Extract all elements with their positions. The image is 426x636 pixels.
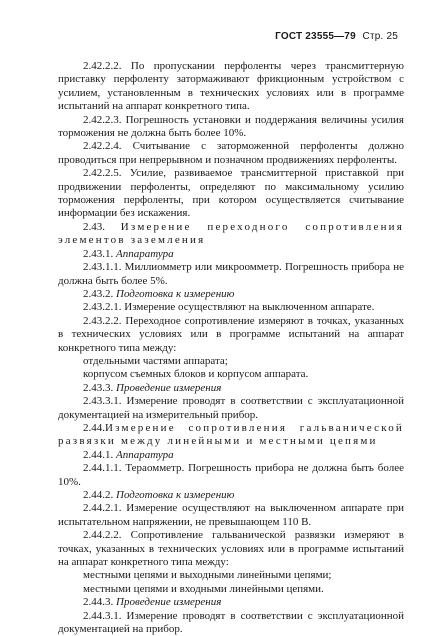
paragraph: 2.44.2.2. Сопротивление гальванической развязки измеряют в точках, указанных в технических условиях или в программе испытаний на аппарат конкретного типа между: bbox=[58, 529, 404, 569]
subsection-heading bbox=[58, 449, 404, 462]
paragraph: 2.42.2.3. Погрешность установки и поддержания величины усилия торможения не должна быть более 10%. bbox=[58, 113, 404, 140]
document-body bbox=[58, 60, 404, 636]
subsection-title: Аппаратура bbox=[116, 247, 174, 260]
subsection-title: Подготовка к измерению bbox=[116, 489, 235, 501]
paragraph: 2.42.2.5. Усилие, развиваемое трансмиттерной приставкой при продвижении перфоленты, определяют по максимальному усилию торможения перфоленты, при котором осуществляется считывание информации без искажения. bbox=[58, 167, 404, 220]
subsection-number: 2.44.1. bbox=[83, 448, 114, 461]
section-heading bbox=[58, 422, 404, 449]
subsection-number: 2.43.3. bbox=[83, 381, 114, 394]
subsection-number: 2.44.2. bbox=[83, 489, 114, 501]
page-header bbox=[275, 31, 398, 42]
paragraph: 2.42.2.2. По пропускании перфоленты через трансмиттерную приставку перфоленту затормаживают фрикционным устройством с усилием, установленным в технических условиях или в программе испытаний на аппарат конкретного типа. bbox=[58, 60, 404, 113]
subsection-title: Подготовка к измерению bbox=[116, 287, 235, 300]
section-number: 2.43. bbox=[83, 220, 105, 233]
paragraph: 2.42.2.4. Считывание с заторможенной перфоленты должно проводиться при непрерывном и позначном продвижениях перфоленты. bbox=[58, 140, 404, 166]
paragraph: 2.43.2.2. Переходное сопротивление измеряют в точках, указанных в технических условиях или в программе испытаний на аппарат конкретного типа между: bbox=[58, 314, 404, 354]
section-heading bbox=[58, 221, 404, 248]
paragraph: 2.43.3.1. Измерение проводят в соответствии с эксплуатационной документацией на измерительный прибор. bbox=[58, 395, 404, 421]
standard-number: ГОСТ 23555—79 bbox=[275, 31, 356, 42]
subsection-title: Аппаратура bbox=[116, 448, 174, 461]
subsection-heading bbox=[58, 382, 404, 395]
paragraph: 2.44.2.1. Измерение осуществляют на выключенном аппарате при испытательном напряжении, не превышающем 110 В. bbox=[58, 502, 404, 528]
subsection-number: 2.44.3. bbox=[83, 596, 114, 609]
list-item: отдельными частями аппарата; bbox=[83, 354, 228, 367]
subsection-heading bbox=[58, 248, 404, 261]
list-item: корпусом съемных блоков и корпусом аппарата. bbox=[83, 368, 309, 381]
section-title: Измерение переходного сопротивления элементов заземления bbox=[58, 220, 405, 247]
subsection-heading bbox=[58, 596, 404, 609]
subsection-heading bbox=[58, 489, 404, 502]
subsection-title: Проведение измерения bbox=[116, 381, 222, 394]
subsection-number: 2.43.1. bbox=[83, 247, 114, 260]
subsection-number: 2.43.2. bbox=[83, 287, 114, 300]
paragraph: 2.43.1.1. Миллиомметр или микроомметр. Погрешность прибора не должна быть более 5%. bbox=[58, 261, 404, 287]
list-item: местными цепями и входными линейными цепями. bbox=[83, 582, 324, 595]
subsection-heading bbox=[58, 288, 404, 301]
paragraph: 2.43.2.1. Измерение осуществляют на выключенном аппарате. bbox=[83, 301, 375, 314]
subsection-title: Проведение измерения bbox=[116, 596, 222, 609]
paragraph: 2.44.1.1. Тераомметр. Погрешность прибора не должна быть более 10%. bbox=[58, 462, 404, 488]
list-item: местными цепями и выходными линейными цепями; bbox=[83, 569, 332, 582]
section-title: Измерение сопротивления гальванической развязки между линейными и местными цепями bbox=[58, 421, 404, 448]
page-number: Стр. 25 bbox=[362, 31, 398, 42]
paragraph: 2.44.3.1. Измерение проводят в соответствии с эксплуатационной документацией на прибор. bbox=[58, 609, 404, 636]
section-number: 2.44. bbox=[83, 421, 105, 434]
